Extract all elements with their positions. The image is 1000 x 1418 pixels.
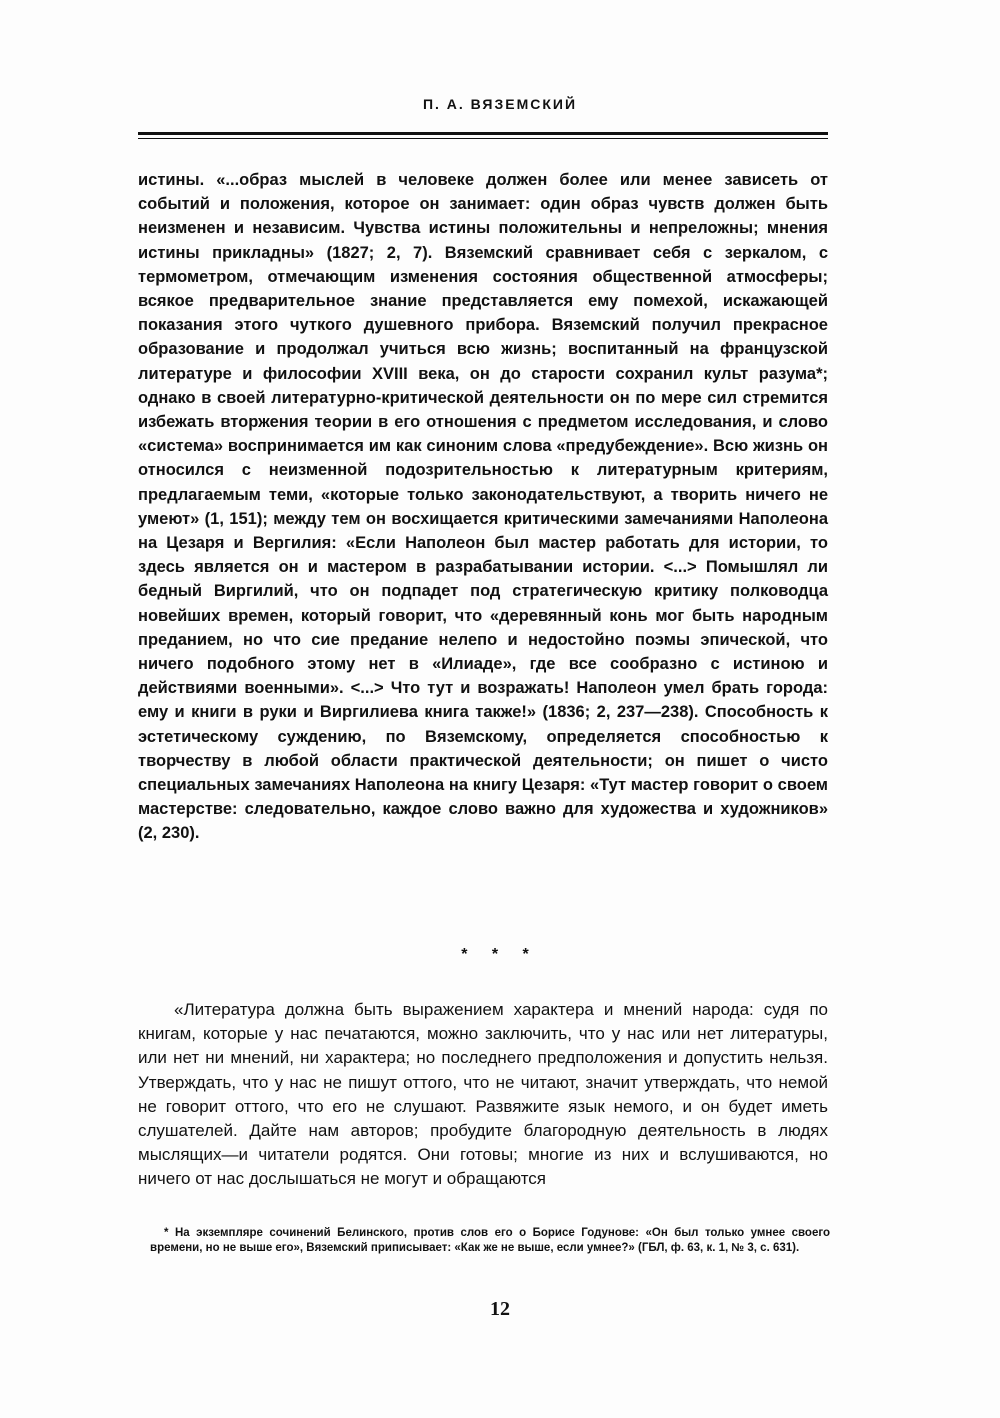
footnote: * На экземпляре сочинений Белинского, против слов его о Борисе Годунове: «Он был только умнее своего времени, но не выше его», Вяземский приписывает: «Как же не выше, если умнее?» (ГБЛ, ф. 63, к. 1, № 3, с. 631). [150,1227,830,1254]
page-number: 12 [490,1298,510,1320]
header-rule-thin [138,138,828,139]
running-head: П. А. ВЯЗЕМСКИЙ [422,96,578,112]
paragraph-1: истины. «...образ мыслей в человеке должен более или менее зависеть от событий и положения, которое он занимает: один образ чувств должен быть неизменен и независим. Чувства истины положительны и непреложны; мнения истины прикладны» (1827; 2, 7). Вяземский сравнивает себя с зеркалом, с термометром, отмечающим изменения состояния общественной атмосферы; всякое предварительное знание представляется ему помехой, искажающей показания этого чуткого душевного прибора. Вяземский получил прекрасное образование и продолжал учиться всю жизнь; воспитанный на французской литературе и философии XVIII века, он до старости сохранил культ разума*; однако в своей литературно-критической деятельности он по мере сил стремится избежать вторжения теории в его отношения с предметом исследования, и слово «система» воспринимается им как синоним слова «предубеждение». Всю жизнь он относился с неизменной подозрительностью к литературным критериям, предлагаемым теми, «которые только законодательствуют, а творить ничего не умеют» (1, 151); между тем он восхищается критическими замечаниями Наполеона на Цезаря и Вергилия: «Если Наполеон был мастер работать для истории, то здесь является он и мастером в разрабатывании истории. <...> Помышлял ли бедный Виргилий, что он подпадет под стратегическую критику полководца новейших времен, который говорит, что «деревянный конь мог быть народным преданием, но что сие предание нелепо и недостойно поэмы эпической, что ничего подобного этому нет в «Илиаде», где все сообразно с истиною и действиями военными». <...> Что тут и возражать! Наполеон умел брать города: ему и книги в руки и Виргилиева книга также!» (1836; 2, 237—238). Способность к эстетическому суждению, по Вяземскому, определяется способностью к творчеству в любой области практической деятельности; он пишет о чисто специальных замечаниях Наполеона на книгу Цезаря: «Тут мастер говорит о своем мастерстве: следовательно, каждое слово важно для художества и художников» (2, 230). [138,171,828,843]
paragraph-2: «Литература должна быть выражением характера и мнений народа: судя по книгам, которые у нас печатаются, можно заключить, что у нас или нет литературы, или нет ни мнений, ни характера; но последнего предположения и допустить нельзя. Утверждать, что у нас не пишут оттого, что не читают, значит утверждать, что немой не говорит оттого, что его не слушают. Развяжите язык немого, и он будет иметь слушателей. Дайте нам авторов; пробудите благородную деятельность в людях мыслящих—и читатели родятся. Они готовы; многие из них и вслушиваются, но ничего от нас дослышаться не могут и обращаются [138,1000,828,1189]
section-separator: * * * [461,946,539,963]
header-rule-thick [138,132,828,135]
